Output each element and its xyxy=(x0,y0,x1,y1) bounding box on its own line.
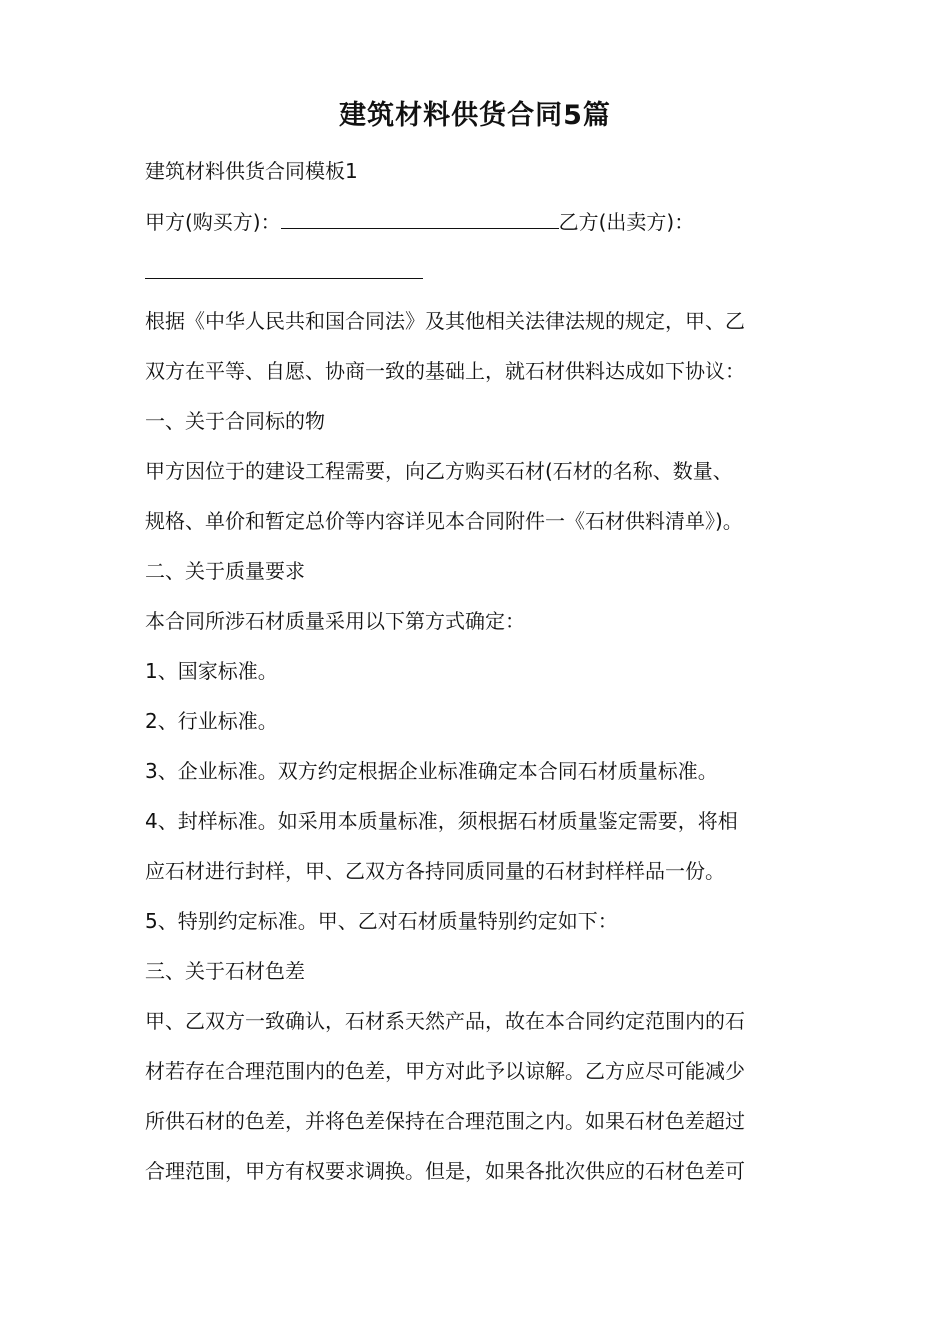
parties-line xyxy=(145,206,825,237)
body-line: 规格、单价和暂定总价等内容详见本合同附件一《石材供料清单》)。 xyxy=(145,509,743,533)
list-item: 3、企业标准。双方约定根据企业标准确定本合同石材质量标准。 xyxy=(145,759,718,783)
section-heading: 一、关于合同标的物 xyxy=(145,409,325,433)
list-item: 4、封样标准。如采用本质量标准，须根据石材质量鉴定需要，将相 xyxy=(145,809,738,833)
party-b-blank xyxy=(145,256,423,279)
document-title: 建筑材料供货合同5篇 xyxy=(339,100,611,131)
body-line: 甲方因位于的建设工程需要，向乙方购买石材(石材的名称、数量、 xyxy=(145,459,733,483)
party-b-label: 乙方(出卖方)： xyxy=(558,210,695,234)
party-a-blank xyxy=(281,206,559,229)
body-line: 双方在平等、自愿、协商一致的基础上，就石材供料达成如下协议： xyxy=(145,359,745,383)
body-line: 应石材进行封样，甲、乙双方各持同质同量的石材封样样品一份。 xyxy=(145,859,725,883)
list-item: 5、特别约定标准。甲、乙对石材质量特别约定如下： xyxy=(145,909,618,933)
body-line: 材若存在合理范围内的色差，甲方对此予以谅解。乙方应尽可能减少 xyxy=(145,1059,745,1083)
party-a-label: 甲方(购买方)： xyxy=(145,210,281,234)
list-item: 1、国家标准。 xyxy=(145,659,278,683)
party-b-line xyxy=(145,256,825,287)
section-heading: 二、关于质量要求 xyxy=(145,559,305,583)
body-line: 所供石材的色差，并将色差保持在合理范围之内。如果石材色差超过 xyxy=(145,1109,745,1133)
section-heading: 三、关于石材色差 xyxy=(145,959,305,983)
body-line: 甲、乙双方一致确认，石材系天然产品，故在本合同约定范围内的石 xyxy=(145,1009,745,1033)
body-line: 本合同所涉石材质量采用以下第方式确定： xyxy=(145,609,525,633)
body-line: 合理范围，甲方有权要求调换。但是，如果各批次供应的石材色差可 xyxy=(145,1159,745,1183)
body-line: 根据《中华人民共和国合同法》及其他相关法律法规的规定，甲、乙 xyxy=(145,309,745,333)
list-item: 2、行业标准。 xyxy=(145,709,278,733)
document-subtitle: 建筑材料供货合同模板1 xyxy=(145,159,358,183)
